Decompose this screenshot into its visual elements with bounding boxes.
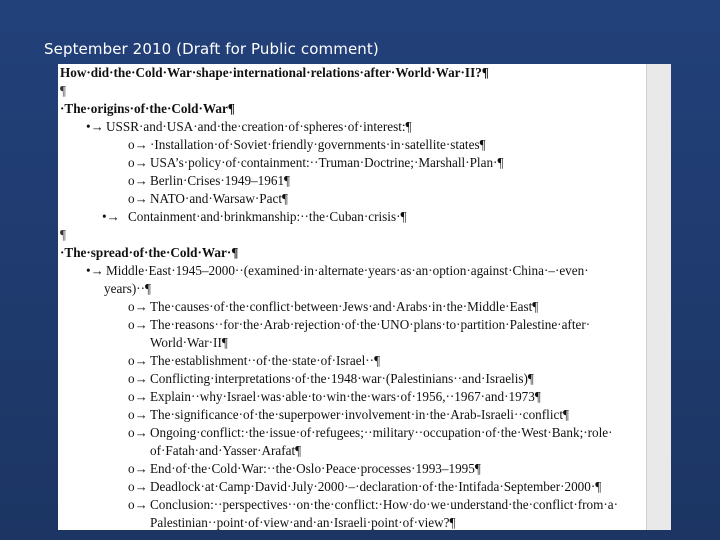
sub-list-item <box>60 388 645 406</box>
sub-list-item-continuation: Palestinian··point·of·view·and·an·Israeli·point·of·view?¶ <box>150 515 456 530</box>
sub-list-item-text: End·of·the·Cold·War:··the·Oslo·Peace·processes·1993–1995¶ <box>150 461 481 476</box>
bullet-icon: •→ <box>86 119 104 134</box>
sub-list-item <box>60 136 645 154</box>
sub-list-item-continuation: of·Fatah·and·Yasser·Arafat¶ <box>150 443 302 458</box>
sub-list-item-text: The·reasons··for·the·Arab·rejection·of·the·UNO·plans·to·partition·Palestine·after· <box>150 317 591 332</box>
bullet-icon: o→ <box>128 155 148 170</box>
sub-list-item-continuation: World·War·II¶ <box>150 335 228 350</box>
bullet-icon: o→ <box>128 461 148 476</box>
list-item-text: Containment·and·brinkmanship:··the·Cuban·crisis·¶ <box>128 209 407 224</box>
sub-list-item <box>60 424 645 442</box>
sub-list-item <box>60 478 645 496</box>
sub-list-item-text: Explain··why·Israel·was·able·to·win·the·wars·of·1956,··1967·and·1973¶ <box>150 389 541 404</box>
sub-list-item <box>60 172 645 190</box>
list-item-text: USSR·and·USA·and·the·creation·of·spheres·of·interest:¶ <box>106 119 412 134</box>
document-page <box>58 64 671 530</box>
sub-list-item-text: Deadlock·at·Camp·David·July·2000·–·declaration·of·the·Intifada·September·2000·¶ <box>150 479 602 494</box>
document-scrollbar[interactable] <box>646 64 671 530</box>
sub-list-item-text: The·significance·of·the·superpower·involvement·in·the·Arab-Israeli··conflict¶ <box>150 407 569 422</box>
sub-list-item-text: The·causes·of·the·conflict·between·Jews·and·Arabs·in·the·Middle·East¶ <box>150 299 539 314</box>
sub-list-item <box>60 316 645 334</box>
bullet-icon: o→ <box>128 353 148 368</box>
question-heading: How·did·the·Cold·War·shape·international·relations·after·World·War·II?¶ <box>60 65 489 80</box>
sub-list-item <box>60 406 645 424</box>
sub-list-item <box>60 352 645 370</box>
bullet-icon: o→ <box>128 389 148 404</box>
blank-paragraph: ¶ <box>60 83 66 98</box>
bullet-icon: •→ <box>86 263 104 278</box>
spread-heading: ·The·spread·of·the·Cold·War·¶ <box>60 245 239 260</box>
bullet-icon: o→ <box>128 479 148 494</box>
sub-list-item <box>60 460 645 478</box>
list-item <box>60 262 645 280</box>
bullet-icon: o→ <box>128 371 148 386</box>
sub-list-item <box>60 370 645 388</box>
sub-list-item-text: Ongoing·conflict:·the·issue·of·refugees;··military··occupation·of·the·West·Bank;·role· <box>150 425 613 440</box>
sub-list-item-text: Conclusion:··perspectives··on·the·conflict:·How·do·we·understand·the·conflict·from·a· <box>150 497 618 512</box>
sub-list-item <box>60 496 645 514</box>
bullet-icon: o→ <box>128 317 148 332</box>
list-item-continuation: years)··¶ <box>104 281 151 296</box>
bullet-icon: •→ <box>102 209 120 224</box>
list-item-text: Middle·East·1945–2000··(examined·in·alternate·years·as·an·option·against·China·–·even· <box>106 263 589 278</box>
sub-list-item-text: The·establishment··of·the·state·of·Israel··¶ <box>150 353 381 368</box>
slide-title: September 2010 (Draft for Public comment) <box>44 40 379 58</box>
bullet-icon: o→ <box>128 173 148 188</box>
bullet-icon: o→ <box>128 425 148 440</box>
bullet-icon: o→ <box>128 191 148 206</box>
sub-list-item-text: NATO·and·Warsaw·Pact¶ <box>150 191 288 206</box>
sub-list-item <box>60 298 645 316</box>
list-item <box>60 208 645 226</box>
document-body <box>60 64 645 530</box>
list-item <box>60 118 645 136</box>
bullet-icon: o→ <box>128 497 148 512</box>
sub-list-item-text: ·Installation·of·Soviet·friendly·governments·in·satellite·states¶ <box>150 137 486 152</box>
bullet-icon: o→ <box>128 299 148 314</box>
origins-heading: ·The·origins·of·the·Cold·War¶ <box>60 101 235 116</box>
sub-list-item-text: Berlin·Crises·1949–1961¶ <box>150 173 291 188</box>
sub-list-item-text: Conflicting·interpretations·of·the·1948·war·(Palestinians··and·Israelis)¶ <box>150 371 534 386</box>
sub-list-item <box>60 154 645 172</box>
blank-paragraph: ¶ <box>60 227 66 242</box>
sub-list-item-text: USA’s·policy·of·containment:··Truman·Doctrine;·Marshall·Plan·¶ <box>150 155 504 170</box>
bullet-icon: o→ <box>128 407 148 422</box>
sub-list-item <box>60 190 645 208</box>
bullet-icon: o→ <box>128 137 148 152</box>
